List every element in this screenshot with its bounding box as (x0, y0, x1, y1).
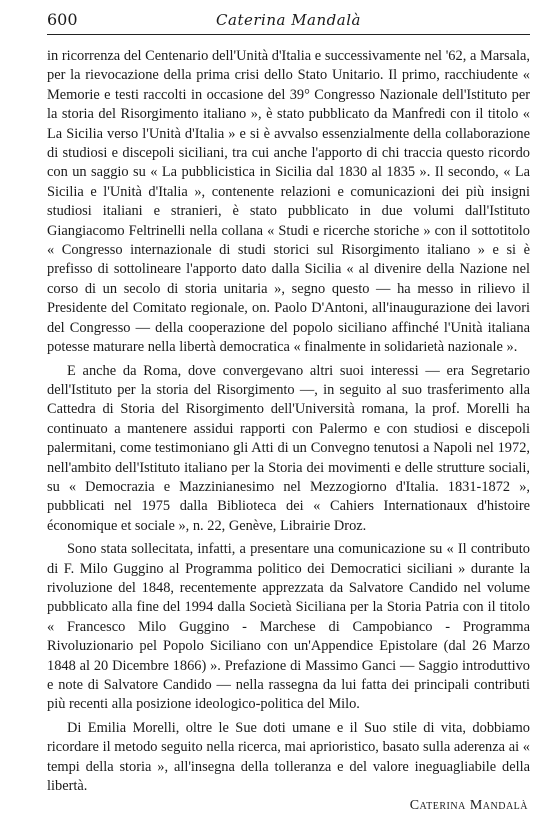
article-body (47, 47, 530, 800)
page-number: 600 (47, 10, 78, 29)
paragraph: Di Emilia Morelli, oltre le Sue doti umane e il Suo stile di vita, dobbiamo ricordare il metodo seguito nella ricerca, mai aprioristico, basato sulla aderenza ai « tempi della storia », all'insegna della tolleranza e del valore ineguagliabile della libertà. (47, 719, 530, 795)
paragraph: Sono stata sollecitata, infatti, a presentare una comunicazione su « Il contributo di F. Milo Guggino al Programma politico dei Democratici siciliani » durante la rivoluzione del 1848, recentemente apprezzata da Salvatore Candido nel volume pubblicato alla fine del 1994 dalla Società Siciliana per la Storia Patria con il titolo « Francesco Milo Guggino - Marchese di Campobianco - Programma Rivoluzionario pel Popolo Siciliano con un'Appendice Epistolare (dal 26 Marzo 1848 al 20 Dicembre 1866) ». Prefazione di Massimo Ganci — Saggio introduttivo e note di Salvatore Candido — nella rassegna da lui fatta dei principali contributi più recenti alla posizione ideologico-politica del Milo. (47, 541, 530, 713)
running-title: Caterina Mandalà (216, 11, 361, 29)
author-signature: Caterina Mandalà (409, 798, 528, 813)
paragraph: E anche da Roma, dove convergevano altri suoi interessi — era Segretario dell'Istituto per la storia del Risorgimento —, in seguito al suo trasferimento alla Cattedra di Storia del Risorgimento dell'Università romana, la prof. Morelli ha continuato a mantenere assidui rapporti con Palermo e con studiosi e discepoli palermitani, come testimoniano gli Atti di un Convegno tenutosi a Napoli nel 1972, nell'ambito dell'Istituto italiano per la Storia dei movimenti e delle strutture sociali, su « Democrazia e Mazzinianesimo nel Mezzogiorno d'Italia. 1831-1872 », pubblicati nel 1975 dalla Biblioteca dei « Cahiers Internationaux d'histoire économique et sociale », n. 22, Genève, Librairie Droz. (47, 362, 530, 534)
page-header (47, 8, 530, 35)
paragraph: in ricorrenza del Centenario dell'Unità d'Italia e successivamente nel '62, a Marsala, per la rievocazione della prima crisi dello Stato Unitario. Il primo, racchiudente « Memorie e testi raccolti in occasione del 39° Congresso Nazionale dell'Istituto per la storia del Risorgimento italiano », è stato pubblicato da Manfredi con il titolo « La Sicilia verso l'Unità d'Italia » e si è avvalso essenzialmente della collaborazione di studiosi e discepoli siciliani, tra cui anche l'apporto di chi traccia questo ricordo con un saggio su « La pubblicistica in Sicilia dal 1830 al 1835 ». Il secondo, « La Sicilia e l'Unità d'Italia », contenente relazioni e comunicazioni dei più insigni studiosi italiani e stranieri, è stato pubblicato in due volumi dall'Istituto Giangiacomo Feltrinelli nella collana « Studi e ricerche storiche » con il sottotitolo « Congresso internazionale di studi storici sul Risorgimento italiano » e si è prefisso di sottolineare l'apporto dato dalla Sicilia « al divenire della Nazione nel corso di un secolo di storia unitaria », segno questo — ha messo in rilievo il Presidente del Comitato regionale, on. Paolo D'Antoni, all'inaugurazione dei lavori del Congresso — della cooperazione del popolo siciliano affinché l'Unità italiana potesse maturare nella libertà democratica « finalmente in solidarietà nazionale ». (47, 48, 530, 356)
